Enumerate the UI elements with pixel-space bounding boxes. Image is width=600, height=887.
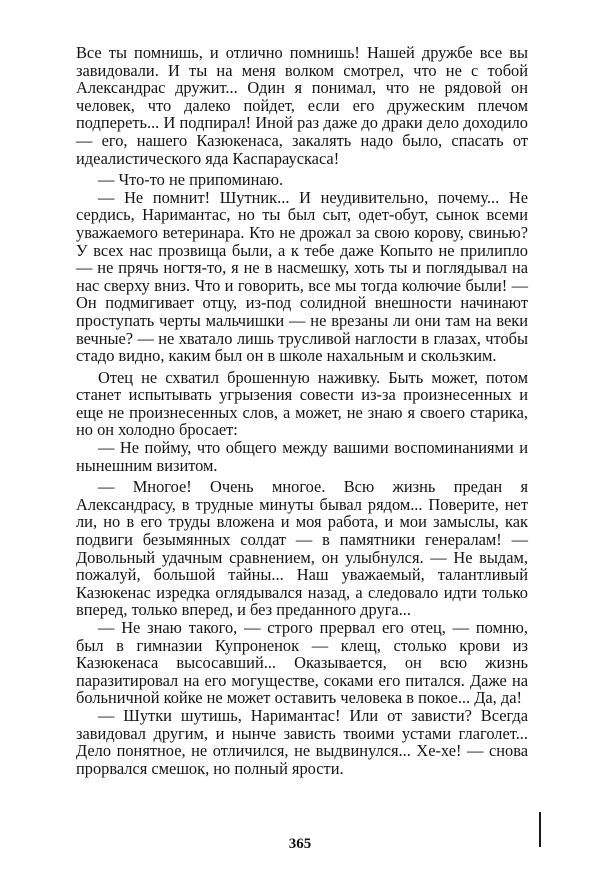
paragraph-5: — Не пойму, что общего между вашими воспоминаниями и нынешним визитом. bbox=[76, 438, 528, 475]
paragraph-2: — Что-то не припоминаю. bbox=[98, 170, 284, 190]
paragraph-7: — Не знаю такого, — строго прервал его отец, — помню, был в гимназии Купроненок — клещ, столько крови из Казюкенаса высосавший... Оказывается, он всю жизнь паразитировал на его могуществе, соками его питался. Даже на больничной койке не может оставить человека в покое... Да, да! bbox=[76, 618, 528, 708]
page-text bbox=[76, 44, 528, 777]
paragraph-1: Все ты помнишь, и отлично помнишь! Нашей дружбе все вы завидовали. И ты на меня волком смотрел, что не с тобой Александрас дружит... Один я понимал, что не рядовой он человек, что далеко пойдет, если его дружеским плечом подпереть... И подпирал! Иной раз даже до драки дело доходило — его, нашего Казюкенаса, закалять надо было, спасать от идеалистического яда Каспараускаса! bbox=[76, 43, 528, 168]
paragraph-3: — Не помнит! Шутник... И неудивительно, почему... Не сердись, Наримантас, но ты был сыт, одет-обут, сынок всеми уважаемого ветеринара. Кто не дрожал за свою корову, свинью? У всех нас прозвища были, а к тебе даже Копыто не прилипло — не прячь ногтя-то, я не в насмешку, хоть ты и поглядывал на нас сверху вниз. Что и говорить, все мы тогда колючие были! — Он подмигивает отцу, из-под солидной внешности начинают проступать черты мальчишки — не врезаны ли они там на веки вечные? — не хватало лишь трусливой наглости в глазах, чтобы стадо видно, каким был он в школе нахальным и скользким. bbox=[76, 187, 528, 366]
paragraph-8: — Шутки шутишь, Наримантас! Или от зависти? Всегда завидовал другим, и нынче зависть твоими устами глаголет... Дело понятное, не отличился, не выдвинулся... Хе-хе! — снова прорвался смешок, но полный ярости. bbox=[76, 705, 528, 778]
paragraph-4: Отец не схватил брошенную наживку. Быть может, потом станет испытывать угрызения совести из-за произнесенных и еще не произнесенных слов, а может, не знаю я своего старика, но он холодно бросает: bbox=[76, 367, 528, 440]
paragraph-6: — Многое! Очень многое. Всю жизнь предан я Александрасу, в трудные минуты бывал рядом... Поверите, нет ли, но в его труды вложена и моя работа, и мои замыслы, как подвиги безымянных солдат — в памятники генералам! — Довольный удачным сравнением, он улыбнулся. — Не выдам, пожалуй, большой тайны... Наш уважаемый, талантливый Казюкенас изредка оглядывался назад, а следовало идти только вперед, только вперед, и без преданного друга... bbox=[76, 477, 528, 620]
margin-mark bbox=[539, 812, 541, 847]
page-number: 365 bbox=[288, 836, 312, 852]
